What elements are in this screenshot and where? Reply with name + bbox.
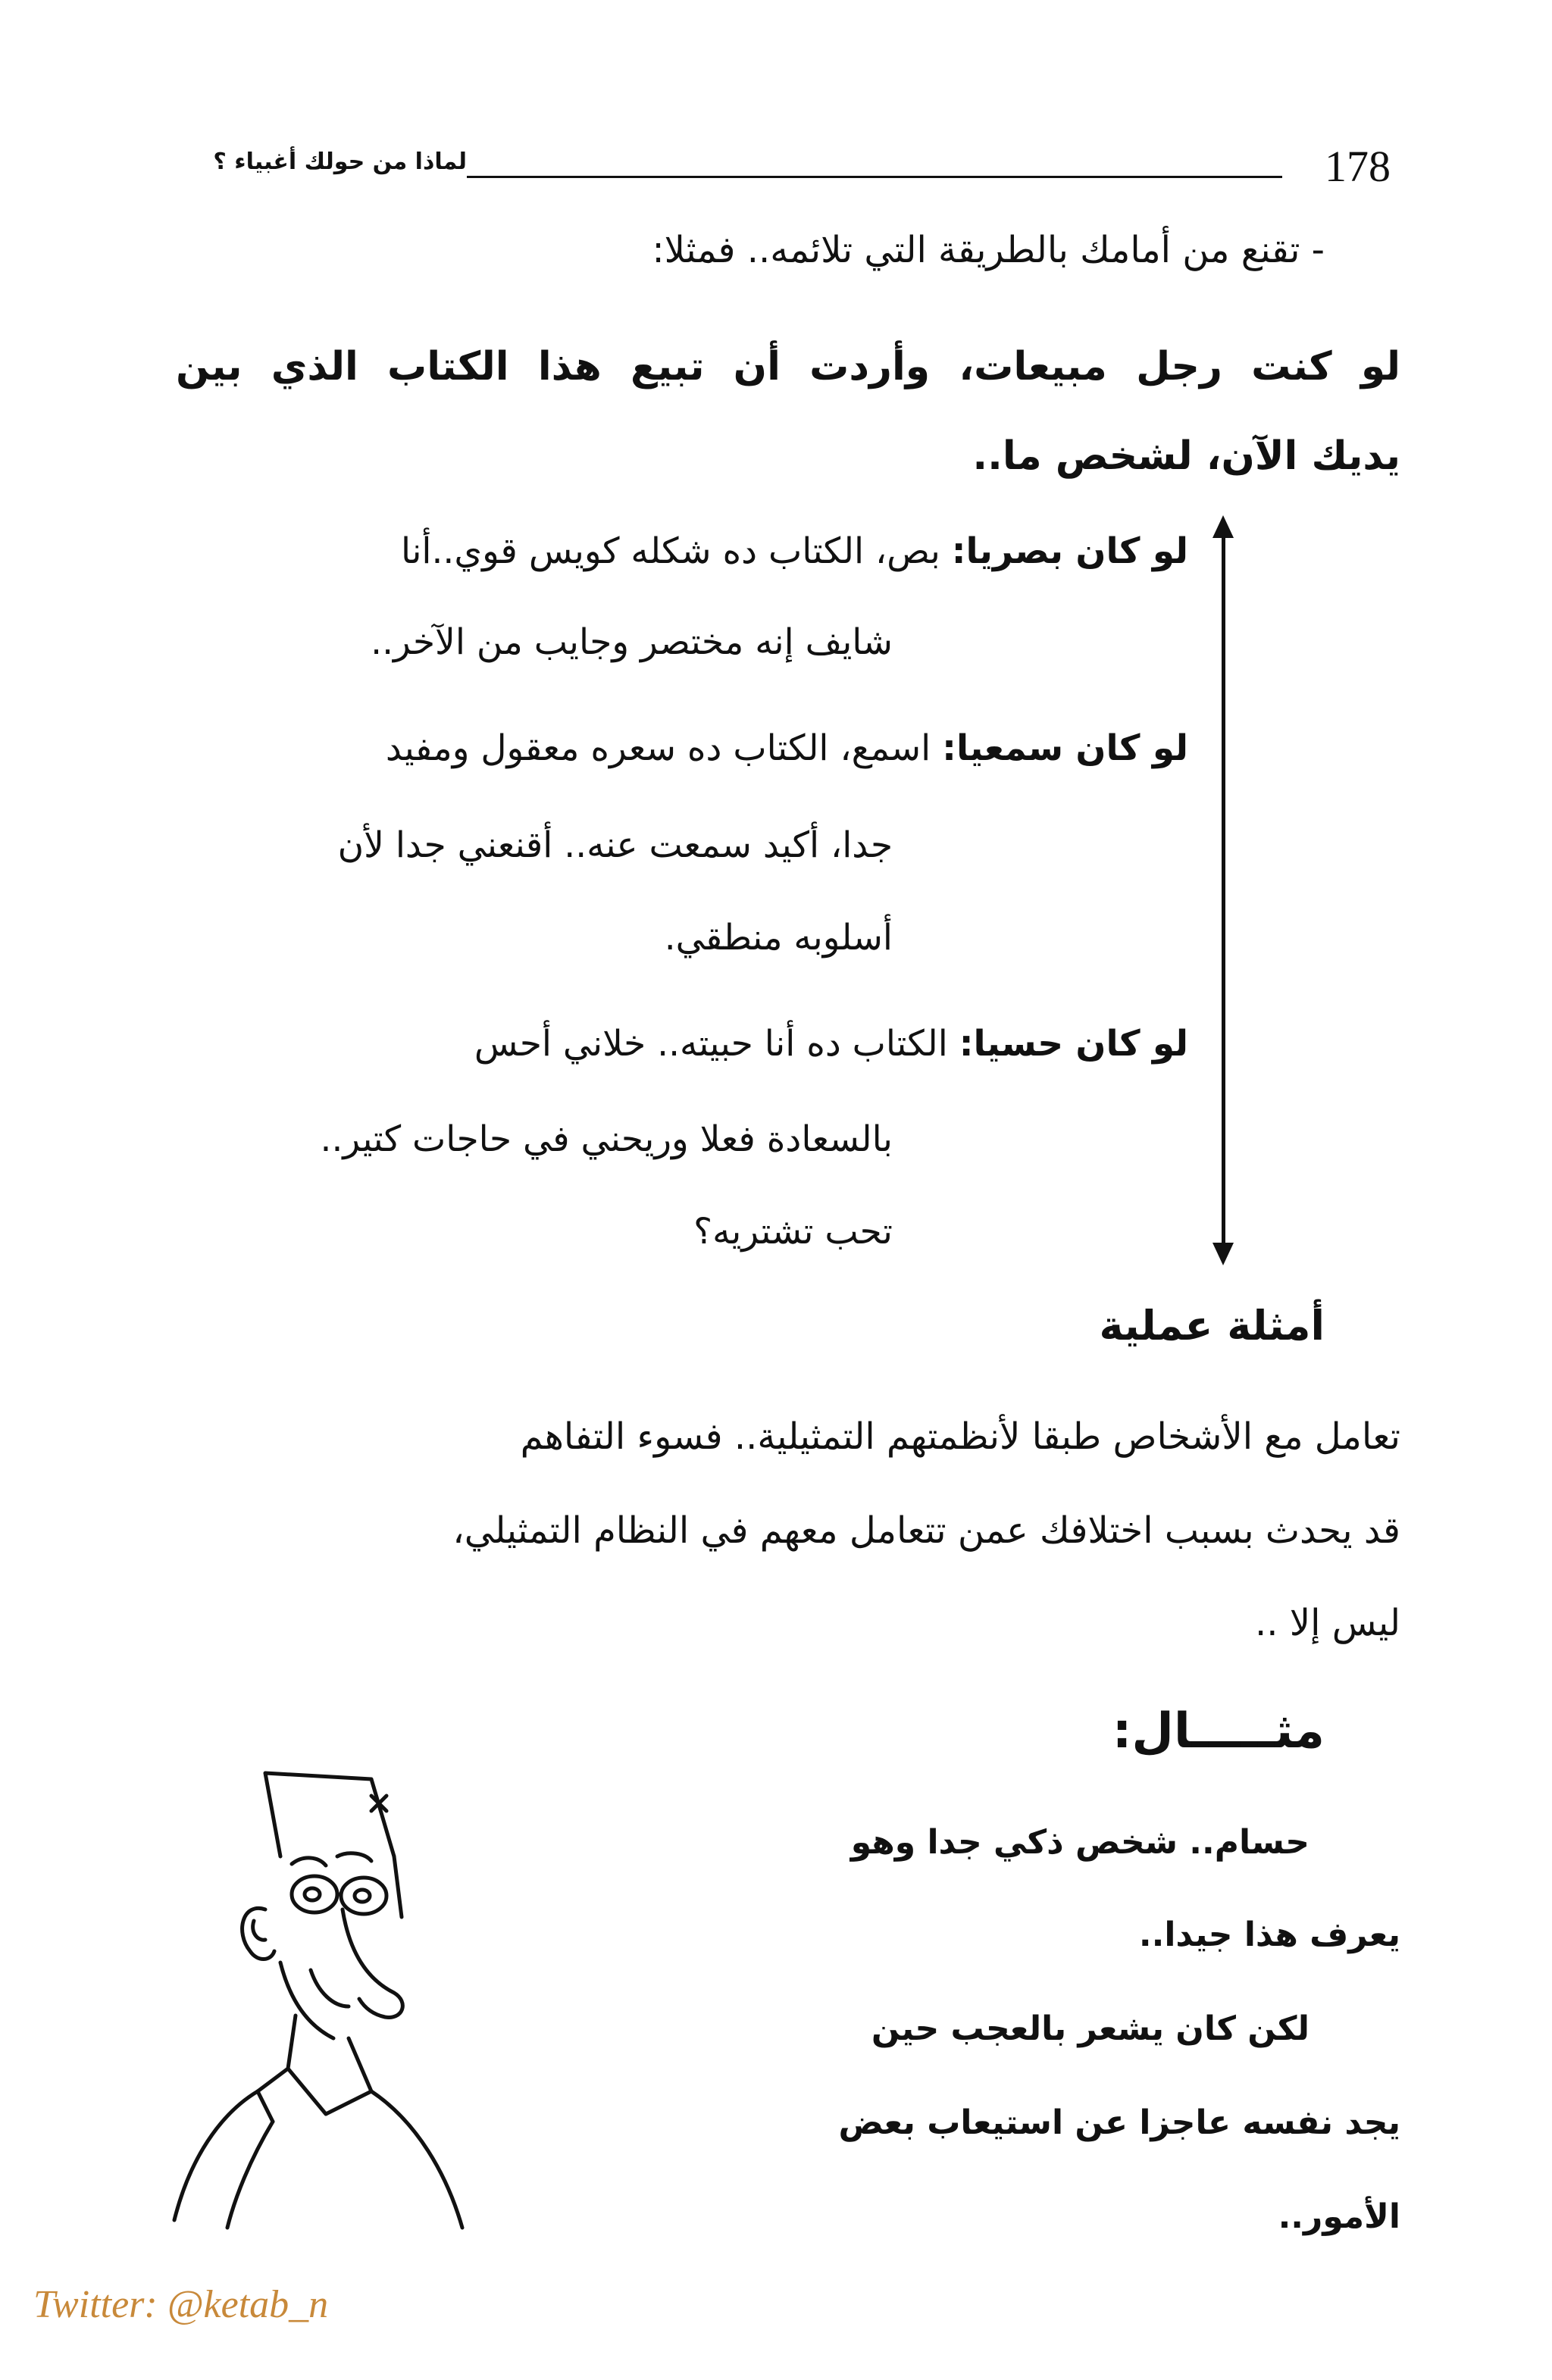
practical-para-line-3: ليس إلا .. [1254,1602,1400,1644]
example-line-4: يجد نفسه عاجزا عن استيعاب بعض [838,2103,1400,2142]
twitter-watermark: Twitter: @ketab_n [33,2283,329,2326]
mode-auditory-label: لو كان سمعيا: [942,727,1188,769]
mode-kinesthetic-line-1 [474,1023,1188,1065]
mode-kinesthetic-label: لو كان حسيا: [959,1023,1188,1065]
mode-auditory-line-1 [386,727,1188,769]
header-rule [467,176,1282,178]
example-line-1: حسام.. شخص ذكي جدا وهو [850,1823,1310,1862]
mode-kinesthetic-line-3: تحب تشتريه؟ [693,1211,893,1253]
mode-auditory-text-1: اسمع، الكتاب ده سعره معقول ومفيد [385,727,931,769]
mode-visual-label: لو كان بصريا: [951,530,1188,572]
mode-auditory-line-3: أسلوبه منطقي. [664,917,893,959]
bracket-line [1222,530,1225,1258]
example-heading: مثـــــال: [1112,1703,1325,1759]
mode-visual-line-2: شايف إنه مختصر وجايب من الآخر.. [371,621,893,663]
example-line-2: يعرف هذا جيدا.. [1138,1916,1400,1954]
page-number: 178 [1325,142,1391,191]
mode-visual-line-1 [401,530,1188,572]
scenario-line-2: يديك الآن، لشخص ما.. [972,433,1400,479]
running-header-title: لماذا من حولك أغبياء ؟ [213,149,467,175]
mode-visual-text-1: بص، الكتاب ده شكله كويس قوي..أنا [401,530,940,572]
scenario-line-1: لو كنت رجل مبيعات، وأردت أن تبيع هذا الكتاب الذي بين [176,344,1400,389]
example-line-5: الأمور.. [1278,2197,1400,2236]
cartoon-man-illustration [144,1765,493,2235]
mode-auditory-line-2: جدا، أكيد سمعت عنه.. أقنعني جدا لأن [337,824,893,866]
mode-kinesthetic-line-2: بالسعادة فعلا وريحني في حاجات كتير.. [320,1118,893,1160]
practical-para-line-1: تعامل مع الأشخاص طبقا لأنظمتهم التمثيلية.. فسوء التفاهم [520,1415,1400,1458]
intro-line: - تقنع من أمامك بالطريقة التي تلائمه.. فمثلا: [652,229,1325,271]
arrow-down-icon [1212,1243,1234,1265]
practical-para-line-2: قد يحدث بسبب اختلافك عمن تتعامل معهم في النظام التمثيلي، [452,1509,1400,1552]
mode-kinesthetic-text-1: الكتاب ده أنا حبيته.. خلاني أحس [474,1023,948,1065]
example-line-3: لكن كان يشعر بالعجب حين [871,2009,1310,2048]
practical-examples-heading: أمثلة عملية [1099,1302,1325,1350]
